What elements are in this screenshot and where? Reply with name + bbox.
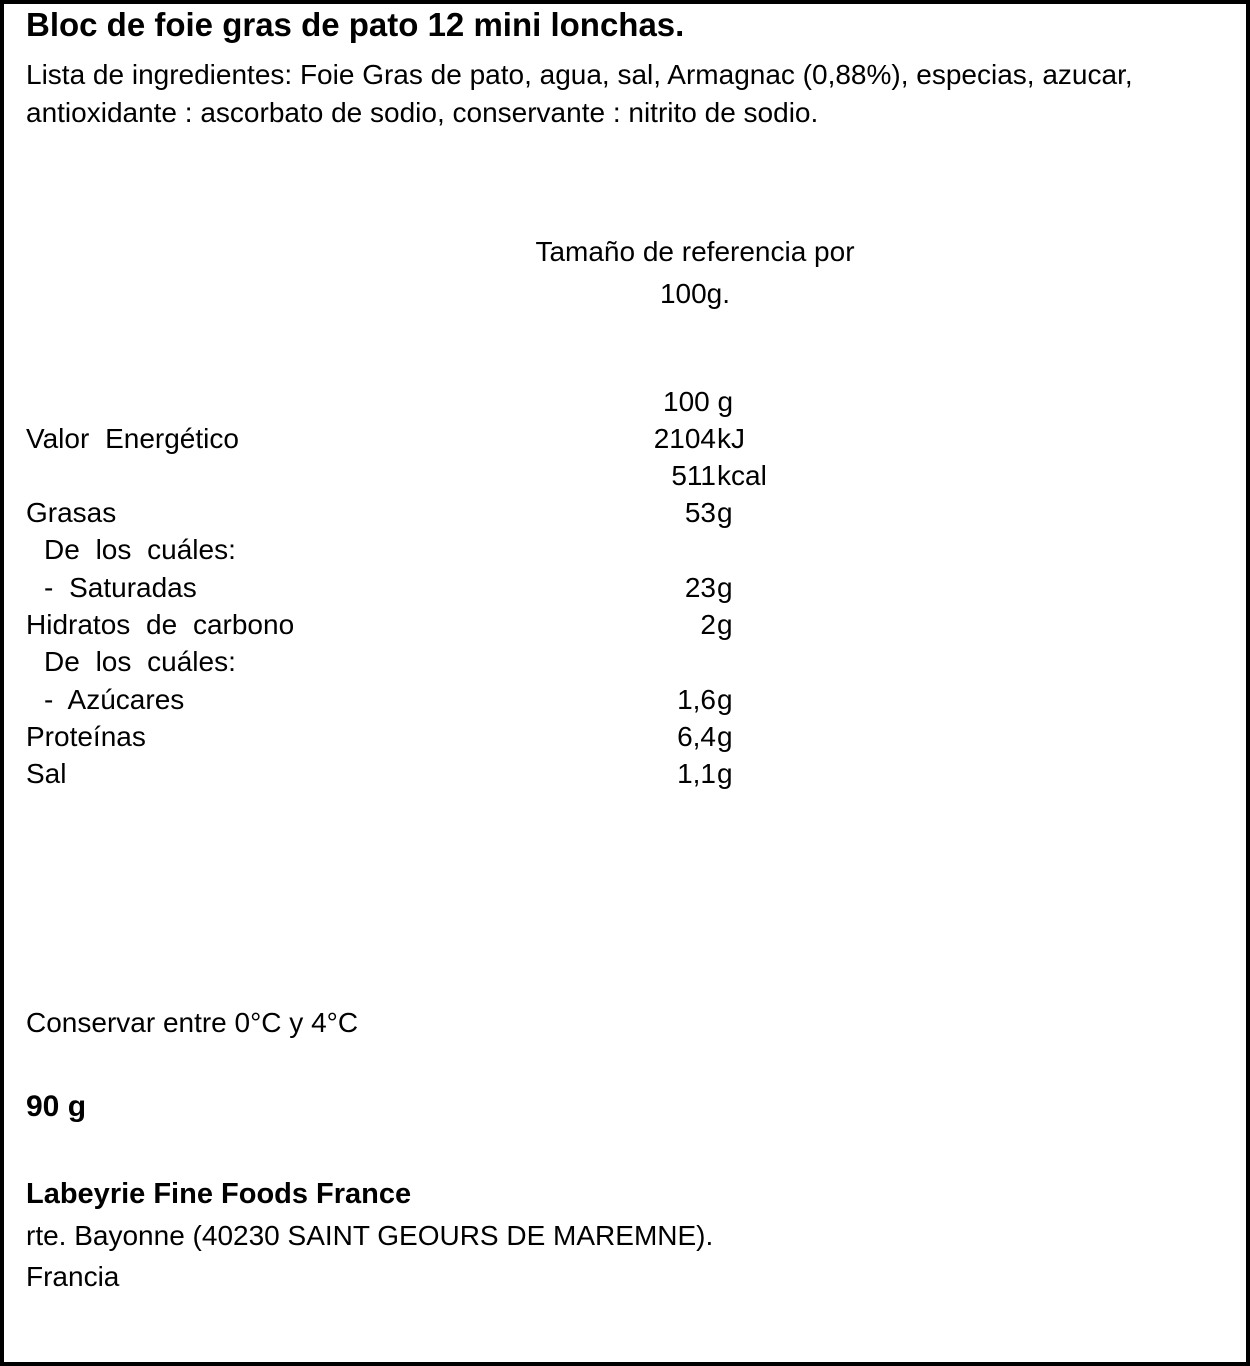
nutrient-unit-energy-kj: kJ — [717, 423, 745, 454]
nutrient-label-sugars: - Azúcares — [44, 684, 185, 715]
nutrient-value-fat: 53 — [684, 497, 716, 528]
nutrient-value-saturated: 23 — [684, 572, 716, 603]
nutrient-unit-protein: g — [717, 721, 733, 752]
nutrition-column-header: 100 g — [663, 386, 734, 417]
ingredients-list: Lista de ingredientes: Foie Gras de pato, agua, sal, Armagnac (0,88%), especias, azucar, antioxidante : ascorbato de sodio, conservante : nitrito de sodio. — [26, 59, 1133, 128]
nutrient-value-energy-kj: 2104 — [653, 423, 716, 454]
nutrient-label-saturated: - Saturadas — [44, 572, 197, 603]
reference-size-line1: Tamaño de referencia por — [535, 236, 855, 267]
nutrient-value-protein: 6,4 — [677, 721, 716, 752]
nutrient-label-carbohydrates: Hidratos de carbono — [26, 609, 295, 640]
nutrient-label-energy: Valor Energético — [26, 423, 239, 454]
nutrient-label-of-which-carbs: De los cuáles: — [44, 646, 236, 677]
nutrient-label-of-which-fat: De los cuáles: — [44, 534, 236, 565]
manufacturer-country: Francia — [26, 1261, 120, 1292]
nutrient-label-salt: Sal — [26, 758, 67, 789]
nutrient-unit-saturated: g — [717, 572, 733, 603]
storage-instructions: Conservar entre 0°C y 4°C — [26, 1007, 359, 1038]
nutrient-unit-sugars: g — [717, 684, 733, 715]
nutrient-unit-carbohydrates: g — [717, 609, 733, 640]
reference-size-line2: 100g. — [659, 278, 731, 309]
nutrient-unit-fat: g — [717, 497, 733, 528]
nutrient-value-salt: 1,1 — [677, 758, 716, 789]
product-title: Bloc de foie gras de pato 12 mini lonchas. — [26, 6, 685, 43]
nutrient-value-sugars: 1,6 — [677, 684, 716, 715]
nutrient-value-energy-kcal: 511 — [671, 460, 716, 491]
nutrient-unit-salt: g — [717, 758, 733, 789]
nutrient-label-fat: Grasas — [26, 497, 117, 528]
nutrient-label-protein: Proteínas — [26, 721, 146, 752]
manufacturer-address: rte. Bayonne (40230 SAINT GEOURS DE MAREMNE). — [26, 1220, 714, 1251]
nutrient-value-carbohydrates: 2 — [700, 609, 716, 640]
net-weight: 90 g — [26, 1090, 87, 1123]
nutrient-unit-energy-kcal: kcal — [717, 460, 767, 491]
manufacturer-name: Labeyrie Fine Foods France — [26, 1178, 412, 1210]
